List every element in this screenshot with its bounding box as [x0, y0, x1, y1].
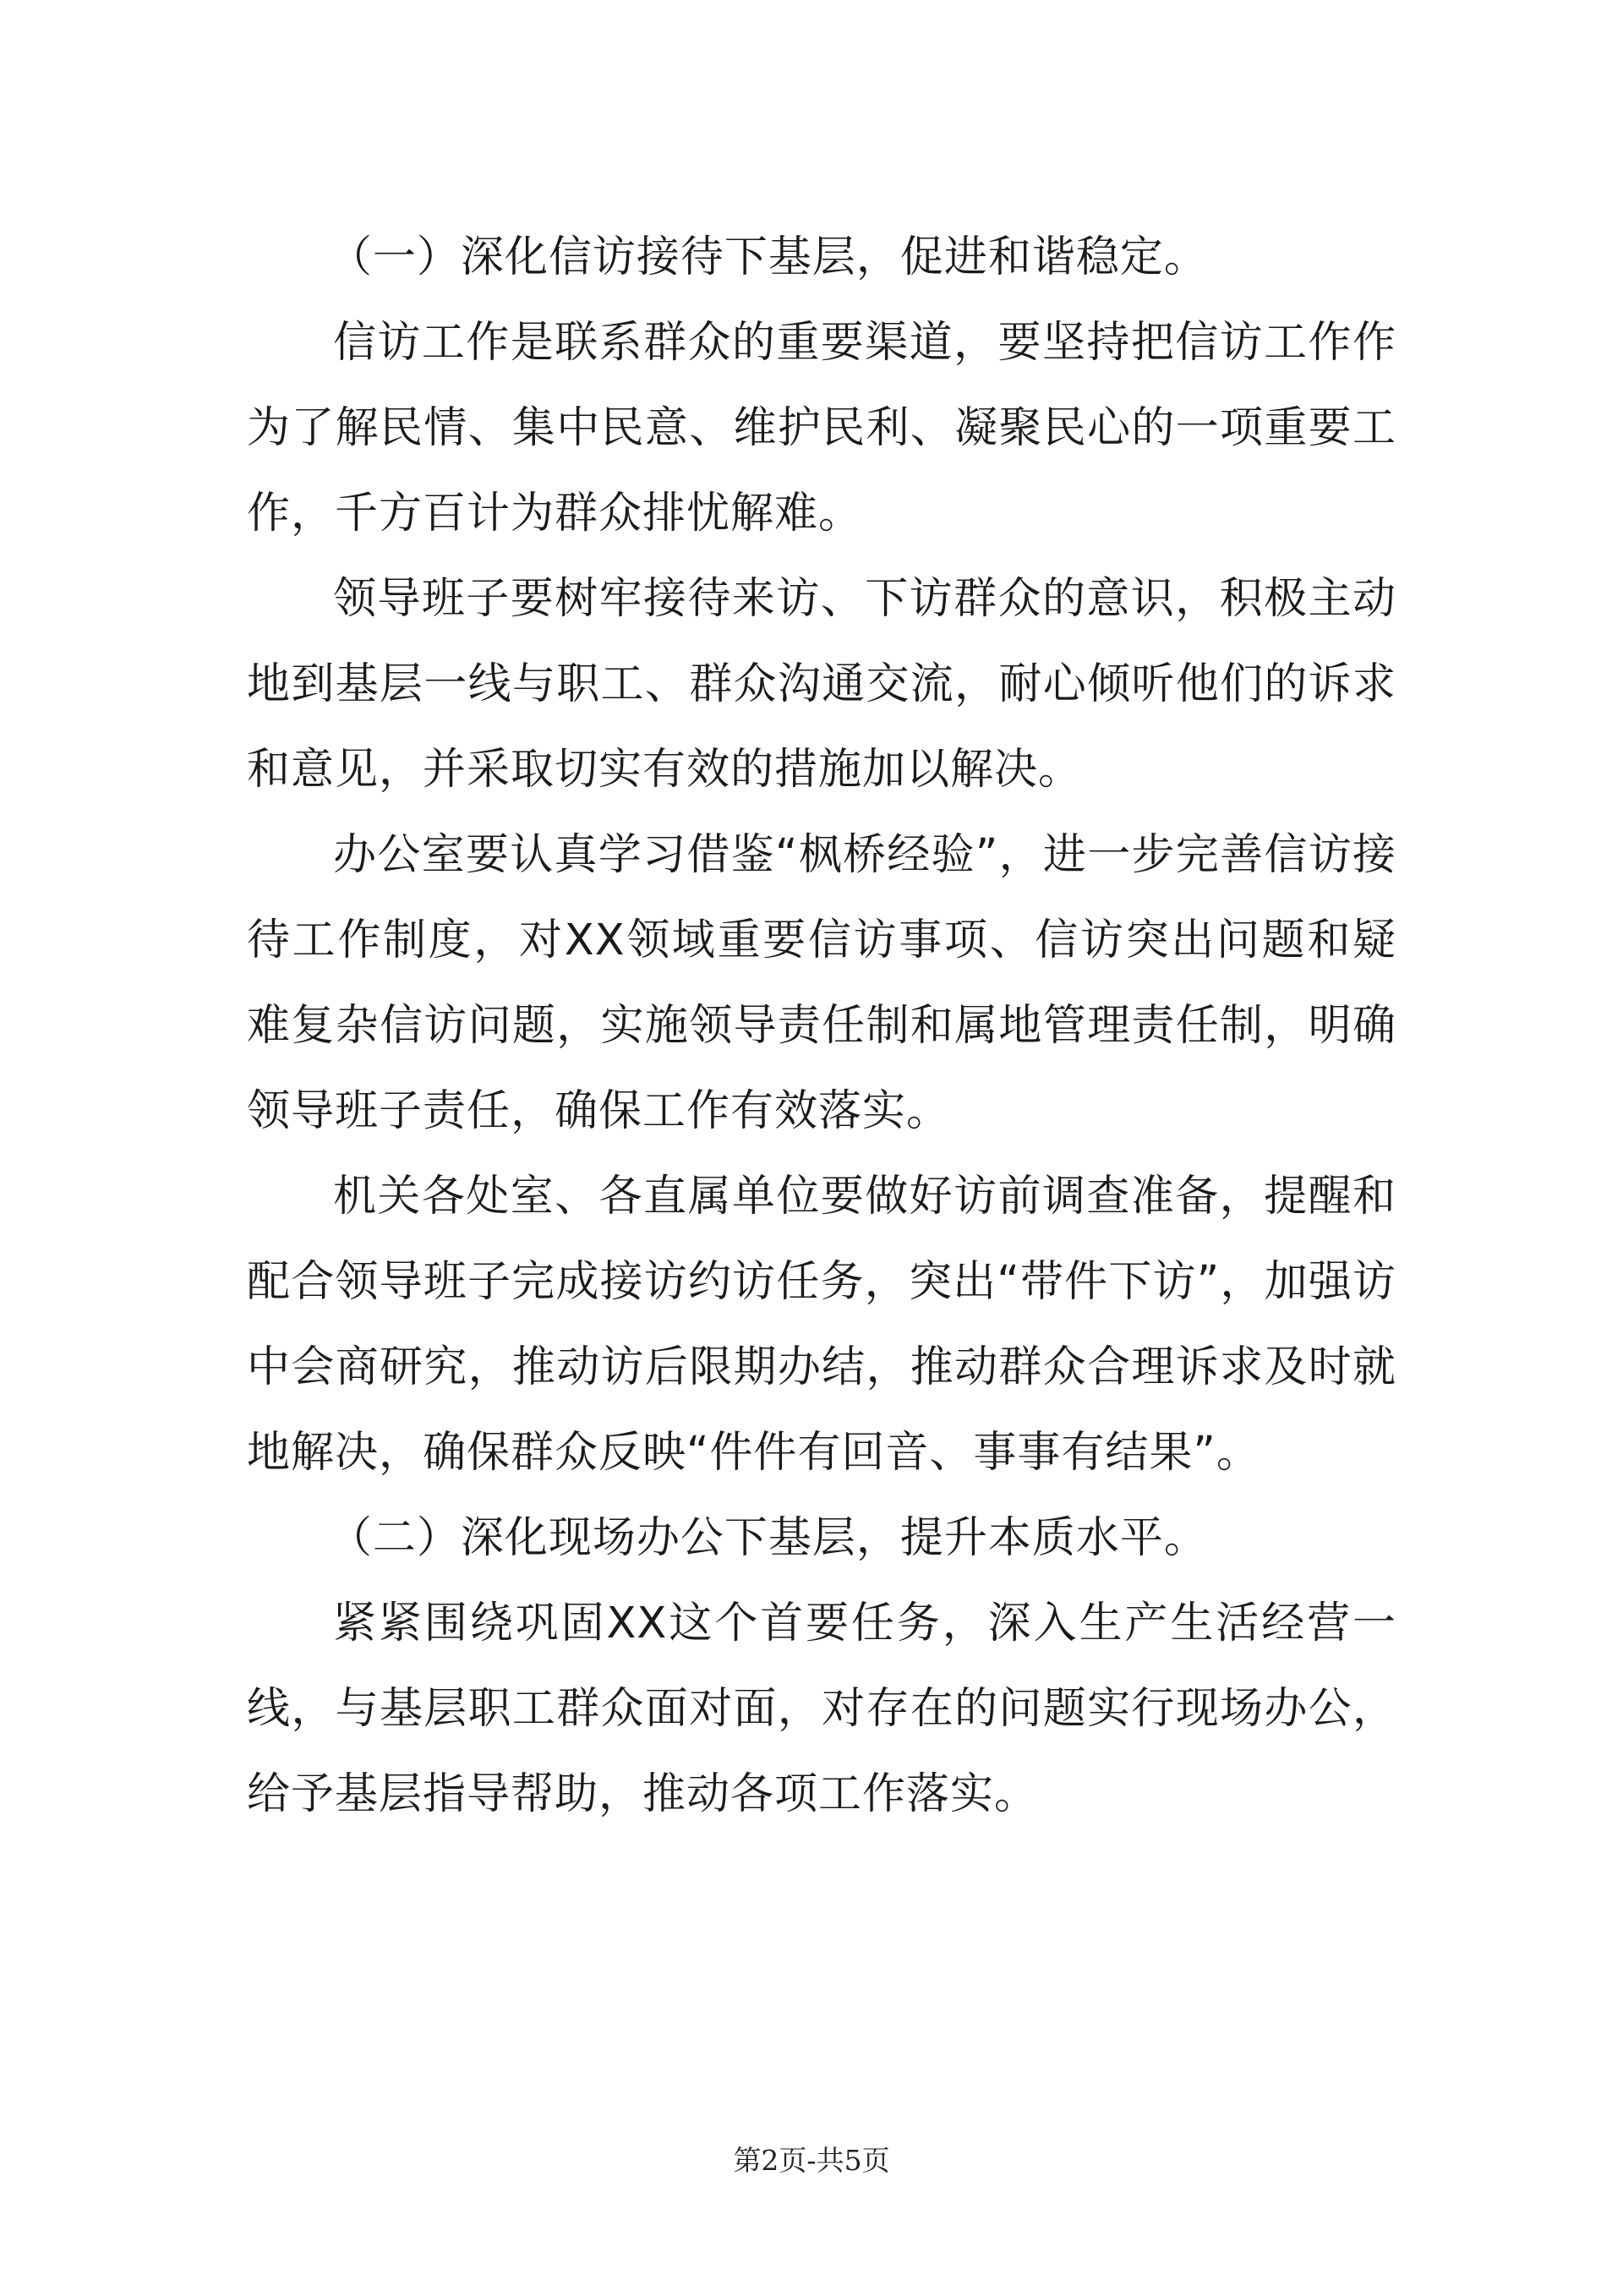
document-body	[247, 215, 1396, 1837]
section-heading-1: （一）深化信访接待下基层，促进和谐稳定。	[328, 232, 1208, 282]
page-footer: 第2页-共5页	[733, 2144, 890, 2177]
paragraph-4: 机关各处室、各直属单位要做好访前调查准备，提醒和配合领导班子完成接访约访任务，突出“带件下访”，加强访中会商研究，推动访后限期办结，推动群众合理诉求及时就地解决，确保群众反映“件件有回音、事事有结果”。	[247, 1172, 1396, 1478]
paragraph-3: 办公室要认真学习借鉴“枫桥经验”，进一步完善信访接待工作制度，对XX领域重要信访事项、信访突出问题和疑难复杂信访问题，实施领导责任制和属地管理责任制，明确领导班子责任，确保工作有效落实。	[247, 830, 1396, 1136]
paragraph-5: 紧紧围绕巩固XX这个首要任务，深入生产生活经营一线，与基层职工群众面对面，对存在的问题实行现场办公，给予基层指导帮助，推动各项工作落实。	[247, 1599, 1396, 1819]
paragraph-1: 信访工作是联系群众的重要渠道，要坚持把信访工作作为了解民情、集中民意、维护民利、凝聚民心的一项重要工作，千方百计为群众排忧解难。	[247, 318, 1396, 538]
paragraph-2: 领导班子要树牢接待来访、下访群众的意识，积极主动地到基层一线与职工、群众沟通交流，耐心倾听他们的诉求和意见，并采取切实有效的措施加以解决。	[247, 574, 1396, 795]
section-heading-2: （二）深化现场办公下基层，提升本质水平。	[328, 1513, 1208, 1563]
